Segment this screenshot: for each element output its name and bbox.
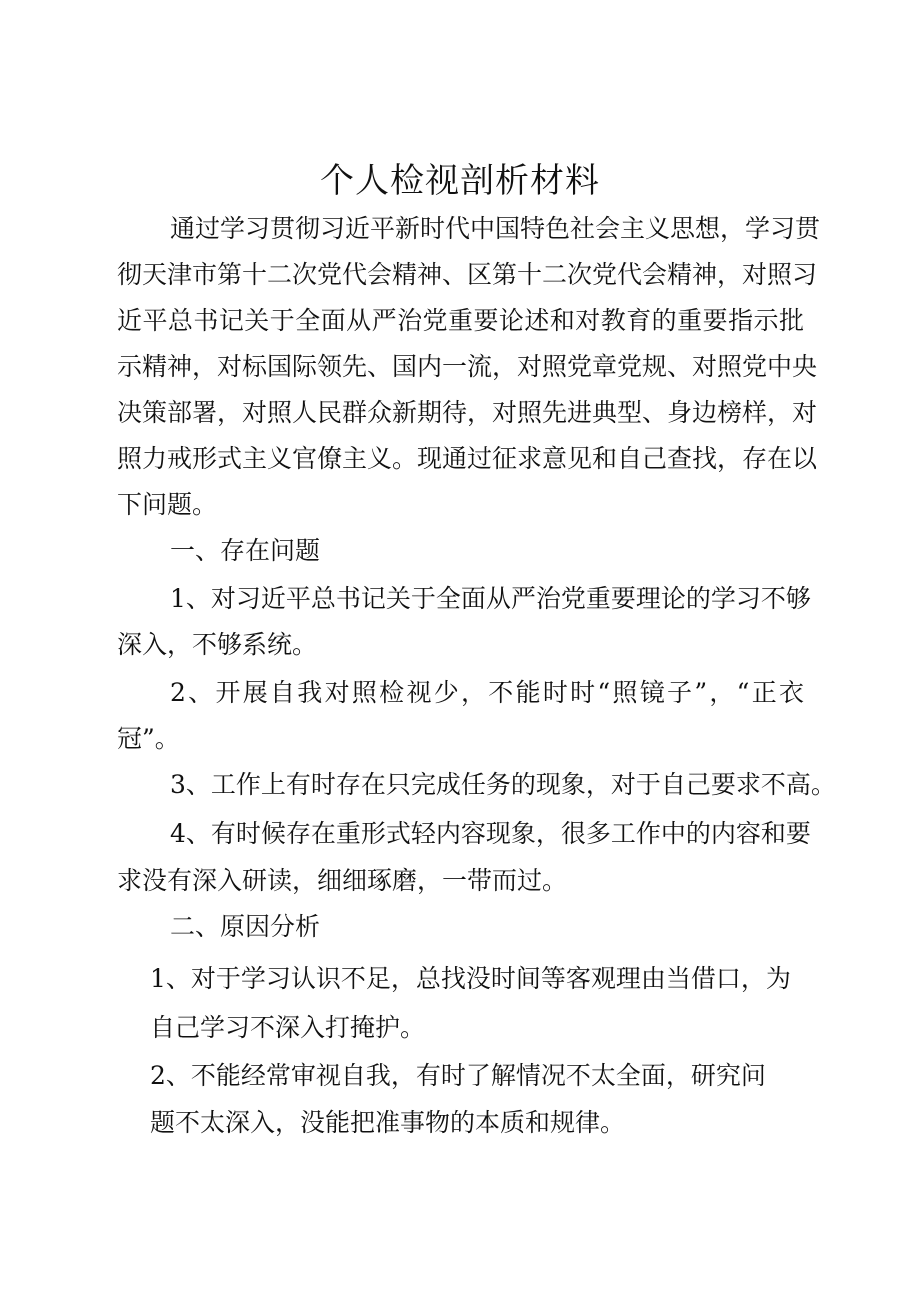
- intro-line-1: 通过学习贯彻习近平新时代中国特色社会主义思想，学习贯: [170, 214, 821, 243]
- intro-line-3: 近平总书记关于全面从严治党重要论述和对教育的重要指示批: [117, 306, 804, 335]
- document-title: 个人检视剖析材料: [320, 161, 600, 201]
- section-1-item-2-line-1: 2、开展自我对照检视少，不能时时“照镜子”，“正衣: [170, 678, 804, 707]
- section-1-item-4-line-2: 求没有深入研读，细细琢磨，一带而过。: [117, 866, 568, 895]
- section-1-item-2-line-2: 冠”。: [117, 724, 180, 753]
- intro-line-6: 照力戒形式主义官僚主义。现通过征求意见和自己查找，存在以: [117, 444, 818, 473]
- section-1-item-1-line-2: 深入，不够系统。: [117, 630, 318, 659]
- section-2-item-1-line-1: 1、对于学习认识不足，总找没时间等客观理由当借口，为: [150, 964, 791, 993]
- intro-line-7: 下问题。: [117, 490, 218, 519]
- section-2-heading: 二、原因分析: [170, 912, 321, 941]
- section-2-item-2-line-2: 题不太深入，没能把准事物的本质和规律。: [150, 1108, 626, 1137]
- section-1-item-3-line-1: 3、工作上有时存在只完成任务的现象，对于自己要求不高。: [170, 770, 836, 799]
- section-1-heading: 一、存在问题: [170, 536, 321, 565]
- intro-line-4: 示精神，对标国际领先、国内一流，对照党章党规、对照党中央: [117, 352, 818, 381]
- section-1-item-1-line-1: 1、对习近平总书记关于全面从严治党重要理论的学习不够: [170, 584, 811, 613]
- intro-line-2: 彻天津市第十二次党代会精神、区第十二次党代会精神，对照习: [117, 260, 818, 289]
- section-2-item-1-line-2: 自己学习不深入打掩护。: [150, 1013, 426, 1042]
- intro-line-5: 决策部署，对照人民群众新期待，对照先进典型、身边榜样，对: [117, 398, 818, 427]
- section-2-item-2-line-1: 2、不能经常审视自我，有时了解情况不太全面，研究问: [150, 1061, 766, 1090]
- section-1-item-4-line-1: 4、有时候存在重形式轻内容现象，很多工作中的内容和要: [170, 819, 811, 848]
